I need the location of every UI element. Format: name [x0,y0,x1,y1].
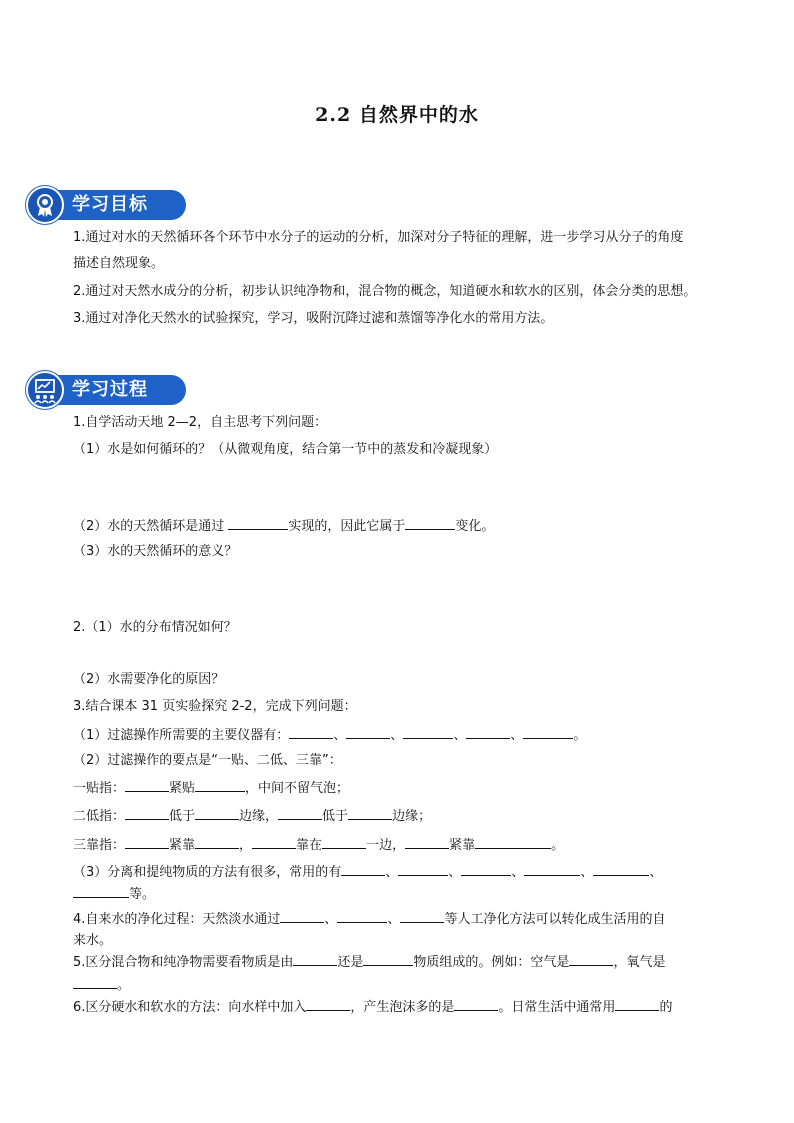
separator: 、 [385,865,399,880]
q3-3-end: 等。 [129,887,156,902]
answer-blank[interactable] [398,862,448,876]
question-3-3-cont [73,884,155,903]
erdi-text: 低于 [322,809,349,824]
award-icon [26,186,64,224]
separator: 、 [448,865,462,880]
answer-blank[interactable] [195,778,245,792]
answer-blank[interactable] [454,997,498,1011]
q1-2-text-b: 实现的，因此它属于 [288,519,406,534]
answer-blank[interactable] [615,997,659,1011]
question-1-2 [73,516,494,535]
question-2-1: 2.（1）水的分布情况如何？ [73,620,237,635]
answer-blank[interactable] [403,725,453,739]
separator: 、 [333,728,347,743]
question-3-1 [73,725,586,744]
q5-text: 物质组成的。例如：空气是 [413,955,570,970]
yitie-text: 紧贴 [169,781,196,796]
answer-blank[interactable] [125,778,169,792]
answer-blank[interactable] [461,862,511,876]
answer-blank[interactable] [73,975,117,989]
sankao-text: 紧靠 [169,838,196,853]
q1-2-text-a: （2）水的天然循环是通过 [73,519,229,534]
answer-blank[interactable] [73,884,129,898]
question-2-2: （2）水需要净化的原因？ [73,672,225,687]
answer-blank[interactable] [400,909,444,923]
answer-blank[interactable] [125,835,169,849]
answer-blank[interactable] [593,862,649,876]
erdi-text: 边缘； [392,809,432,824]
q5-text: 5.区分混合物和纯净物需要看物质是由 [73,955,294,970]
period: 。 [117,978,131,993]
separator: 、 [387,912,401,927]
answer-blank[interactable] [348,806,392,820]
yitie-text-end: ，中间不留气泡； [245,781,350,796]
answer-blank[interactable] [195,806,239,820]
question-6 [73,997,672,1016]
erdi-line [73,806,431,825]
yitie-line [73,778,349,797]
answer-blank[interactable] [195,835,239,849]
q6-text: 6.区分硬水和软水的方法：向水样中加入 [73,1000,307,1015]
sankao-line [73,835,564,854]
separator: 、 [511,865,525,880]
answer-blank[interactable] [346,725,390,739]
q6-text: 的 [659,1000,673,1015]
q3-3-text: （3）分离和提纯物质的方法有很多，常用的有 [73,865,342,880]
goal-line-3: 3.通过对净化天然水的试验探究，学习，吸附沉降过滤和蒸馏等净化水的常用方法。 [73,311,554,326]
erdi-text: 边缘， [239,809,279,824]
presentation-icon [26,371,64,409]
answer-blank[interactable] [322,835,366,849]
separator: 、 [390,728,404,743]
answer-blank[interactable] [278,806,322,820]
answer-blank[interactable] [524,862,580,876]
sankao-text: ， [239,838,253,853]
separator: 、 [649,865,663,880]
yitie-label: 一贴指： [73,781,126,796]
q1-2-text-c: 变化。 [455,519,495,534]
q6-text: ，产生泡沫多的是 [350,1000,455,1015]
question-4 [73,909,665,928]
answer-blank[interactable] [337,909,387,923]
erdi-label: 二低指： [73,809,126,824]
question-3-2: （2）过滤操作的要点是“一贴、二低、三靠”： [73,753,342,768]
sankao-text: 靠在 [296,838,323,853]
answer-blank[interactable] [293,952,337,966]
question-1-intro: 1.自学活动天地 2—2，自主思考下列问题： [73,415,328,430]
answer-blank[interactable] [466,725,510,739]
section-header-process [26,371,186,409]
answer-blank[interactable] [252,835,296,849]
sankao-text: 紧靠 [449,838,476,853]
sankao-label: 三靠指： [73,838,126,853]
section-header-goals [26,186,186,224]
answer-blank[interactable] [306,997,350,1011]
answer-blank[interactable] [475,835,551,849]
sankao-text: 一边， [366,838,406,853]
separator: 、 [510,728,524,743]
answer-blank[interactable] [363,952,413,966]
erdi-text: 低于 [169,809,196,824]
question-3-3 [73,862,662,881]
answer-blank[interactable] [569,952,613,966]
sankao-text: 。 [551,838,565,853]
separator: 、 [580,865,594,880]
question-1-1: （1）水是如何循环的？（从微观角度，结合第一节中的蒸发和冷凝现象） [73,442,498,457]
answer-blank[interactable] [405,835,449,849]
q3-1-text: （1）过滤操作所需要的主要仪器有： [73,728,290,743]
answer-blank[interactable] [289,725,333,739]
goal-line-1: 1.通过对水的天然循环各个环节中水分子的运动的分析，加深对分子特征的理解，进一步学习从分子的角度 [73,230,684,245]
goal-line-2: 2.通过对天然水成分的分析，初步认识纯净物和，混合物的概念，知道硬水和软水的区别，体会分类的思想。 [73,284,697,299]
answer-blank[interactable] [523,725,573,739]
q4-text: 等人工净化方法可以转化成生活用的自 [444,912,666,927]
question-5-cont [73,975,130,994]
q4-text: 4.自来水的净化过程：天然淡水通过 [73,912,281,927]
period: 。 [573,728,587,743]
answer-blank[interactable] [341,862,385,876]
goal-line-1-cont: 描述自然现象。 [73,256,165,271]
q5-text: ，氧气是 [613,955,666,970]
answer-blank[interactable] [405,516,455,530]
page-title: 2.2 自然界中的水 [315,104,479,126]
question-1-3: （3）水的天然循环的意义？ [73,544,238,559]
answer-blank[interactable] [228,516,288,530]
separator: 、 [324,912,338,927]
answer-blank[interactable] [125,806,169,820]
q6-text: 。日常生活中通常用 [498,1000,616,1015]
separator: 、 [453,728,467,743]
section-title-goals: 学习目标 [72,194,148,215]
question-5 [73,952,665,971]
q5-text: 还是 [337,955,364,970]
section-title-process: 学习过程 [72,379,148,400]
question-3-intro: 3.结合课本 31 页实验探究 2-2，完成下列问题： [73,699,357,714]
question-4-cont: 来水。 [73,933,113,948]
answer-blank[interactable] [280,909,324,923]
